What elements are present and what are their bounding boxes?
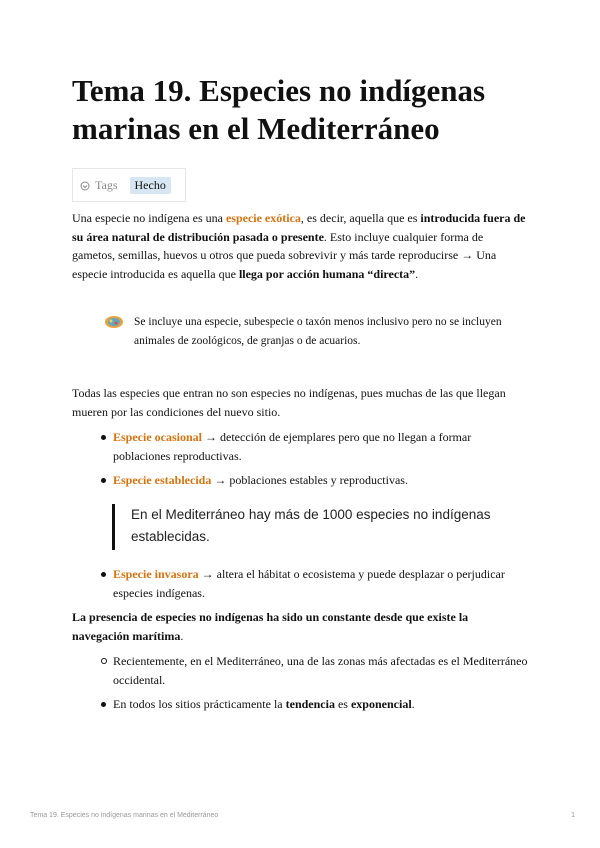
coral-icon xyxy=(104,314,124,330)
bullet-icon xyxy=(101,572,106,577)
tags-label: Tags xyxy=(95,177,118,192)
tag-chip[interactable]: Hecho xyxy=(130,177,171,194)
page-footer xyxy=(30,812,575,819)
quote-block: En el Mediterráneo hay más de 1000 especies no indígenas establecidas. xyxy=(112,504,522,550)
list-item: Especie establecida → poblaciones estables y reproductivas. xyxy=(72,471,528,490)
bullet-icon xyxy=(101,478,106,483)
highlight-term: especie exótica xyxy=(225,211,301,225)
tags-property xyxy=(72,168,186,202)
callout xyxy=(104,313,524,351)
page-number: 1 xyxy=(571,812,575,819)
hollow-bullet-icon xyxy=(101,658,107,664)
list-item: En todos los sitios prácticamente la tendencia es exponencial. xyxy=(72,695,528,714)
page-title: Tema 19. Especies no indígenas marinas en el Mediterráneo xyxy=(72,73,486,146)
tag-circle-icon xyxy=(80,180,90,190)
footer-title: Tema 19. Especies no indígenas marinas en el Mediterráneo xyxy=(30,812,219,819)
bullet-icon xyxy=(101,702,106,707)
list-item: Especie invasora → altera el hábitat o ecosistema y puede desplazar o perjudicar especies indígenas. xyxy=(72,565,528,602)
list-item: Especie ocasional → detección de ejemplares pero que no llegan a formar poblaciones reproductivas. xyxy=(72,428,528,465)
paragraph-3: La presencia de especies no indígenas ha sido un constante desde que existe la navegación marítima. xyxy=(72,610,469,643)
intro-paragraph: Una especie no indígena es una especie exótica, es decir, aquella que es introducida fuera de su área natural de distribución pasada o presente. Esto incluye cualquier forma de gametos, semillas, huevos u otros que pueda sobrevivir y más tarde reproducirse → Una especie introducida es aquella que llega por acción humana “directa”. xyxy=(72,211,526,281)
bullet-icon xyxy=(101,435,106,440)
list-item: Recientemente, en el Mediterráneo, una de las zonas más afectadas es el Mediterráneo occidental. xyxy=(72,652,528,689)
callout-text: Se incluye una especie, subespecie o taxón menos inclusivo pero no se incluyen animales de zoológicos, de granjas o de acuarios. xyxy=(134,316,502,347)
paragraph-2: Todas las especies que entran no son especies no indígenas, pues muchas de las que llegan mueren por las condiciones del nuevo sitio. xyxy=(72,386,506,419)
